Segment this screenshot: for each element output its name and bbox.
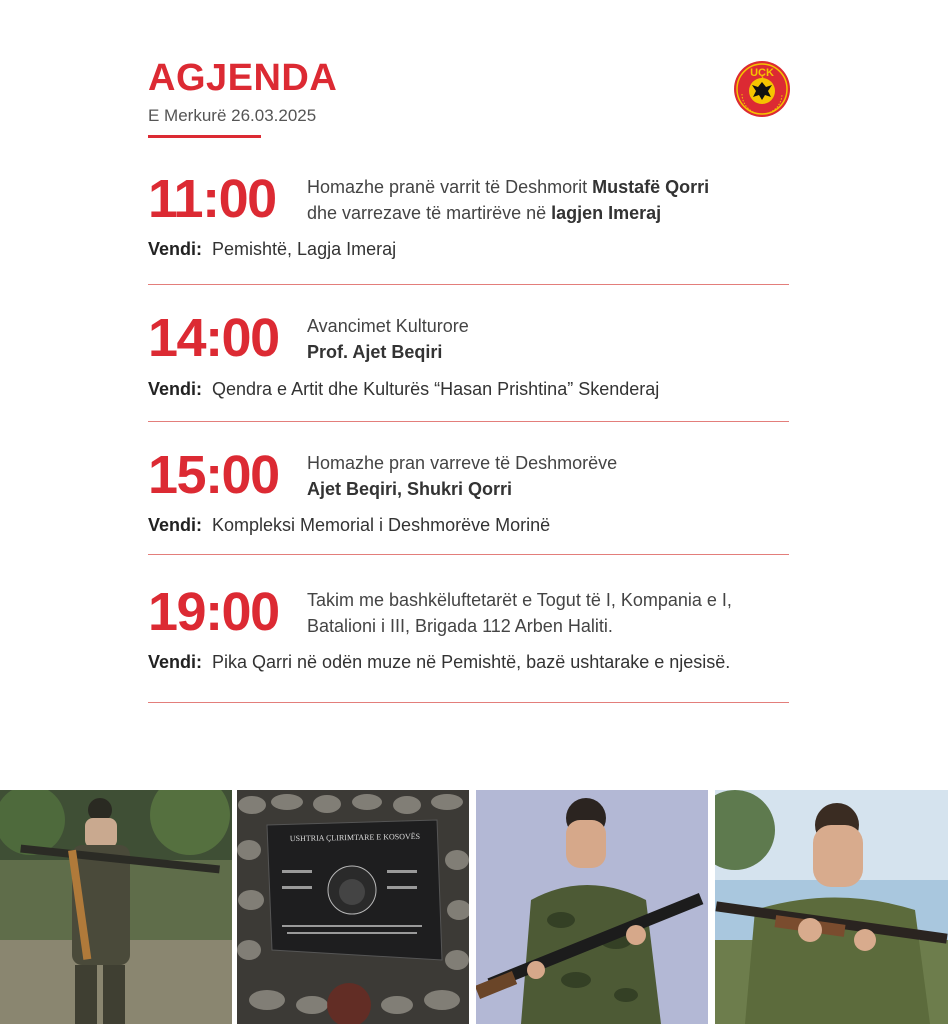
venue-label: Vendi: — [148, 652, 203, 672]
photo-strip — [0, 790, 948, 1024]
divider — [148, 554, 789, 555]
event-desc-line1: Takim me bashkëluftetarët e Togut të I, Kompania e I, — [307, 590, 732, 610]
title-underline — [148, 135, 261, 138]
event-desc-line1: Avancimet Kulturore — [307, 316, 469, 336]
venue-text: Qendra e Artit dhe Kulturës “Hasan Prishtina” Skenderaj — [212, 379, 660, 399]
event-desc-line2-bold: Prof. Ajet Beqiri — [307, 342, 443, 362]
plaque-title: USHTRIA ÇLIRIMTARE E KOSOVËS — [289, 831, 421, 844]
divider — [148, 421, 789, 422]
divider — [148, 702, 789, 703]
event-desc-line2-bold: lagjen Imeraj — [551, 203, 662, 223]
event-time: 14:00 — [148, 308, 279, 368]
event-venue — [148, 515, 550, 536]
photo-soldier-forest — [0, 790, 232, 1024]
photo-memorial-plaque — [237, 790, 469, 1024]
agenda-event-1100 — [148, 169, 808, 267]
event-time: 19:00 — [148, 582, 279, 642]
venue-text: Kompleksi Memorial i Deshmorëve Morinë — [212, 515, 551, 535]
logo-text: UÇK — [750, 67, 774, 79]
uck-emblem-logo — [733, 60, 791, 118]
event-description — [307, 174, 709, 226]
event-venue — [148, 379, 659, 400]
photo-soldier-rifle — [476, 790, 708, 1024]
divider — [148, 284, 789, 285]
agenda-event-1400 — [148, 308, 808, 406]
venue-text: Pemishtë, Lagja Imeraj — [212, 239, 397, 259]
event-desc-line1: Homazhe pran varreve të Deshmorëve — [307, 453, 618, 473]
event-desc-line2: Batalioni i III, Brigada 112 Arben Haliti. — [307, 616, 613, 636]
photo-soldier-portrait — [715, 790, 948, 1024]
event-desc-line1-bold: Mustafë Qorri — [592, 177, 710, 197]
event-venue — [148, 652, 730, 673]
event-desc-line1: Homazhe pranë varrit të Deshmorit — [307, 177, 593, 197]
event-time: 11:00 — [148, 169, 276, 229]
venue-label: Vendi: — [148, 515, 203, 535]
agenda-date: E Merkurë 26.03.2025 — [148, 106, 317, 125]
event-description — [307, 313, 469, 365]
agenda-event-1500 — [148, 445, 808, 543]
event-desc-line2: dhe varrezave të martirëve në — [307, 203, 552, 223]
event-desc-line2-bold: Ajet Beqiri, Shukri Qorri — [307, 479, 513, 499]
venue-label: Vendi: — [148, 379, 203, 399]
event-description — [307, 587, 732, 639]
venue-text: Pika Qarri në odën muze në Pemishtë, bazë ushtarake e njesisë. — [212, 652, 731, 672]
event-time: 15:00 — [148, 445, 279, 505]
event-venue — [148, 239, 396, 260]
agenda-title: AGJENDA — [148, 57, 338, 99]
venue-label: Vendi: — [148, 239, 203, 259]
event-description — [307, 450, 617, 502]
agenda-event-1900 — [148, 582, 808, 680]
